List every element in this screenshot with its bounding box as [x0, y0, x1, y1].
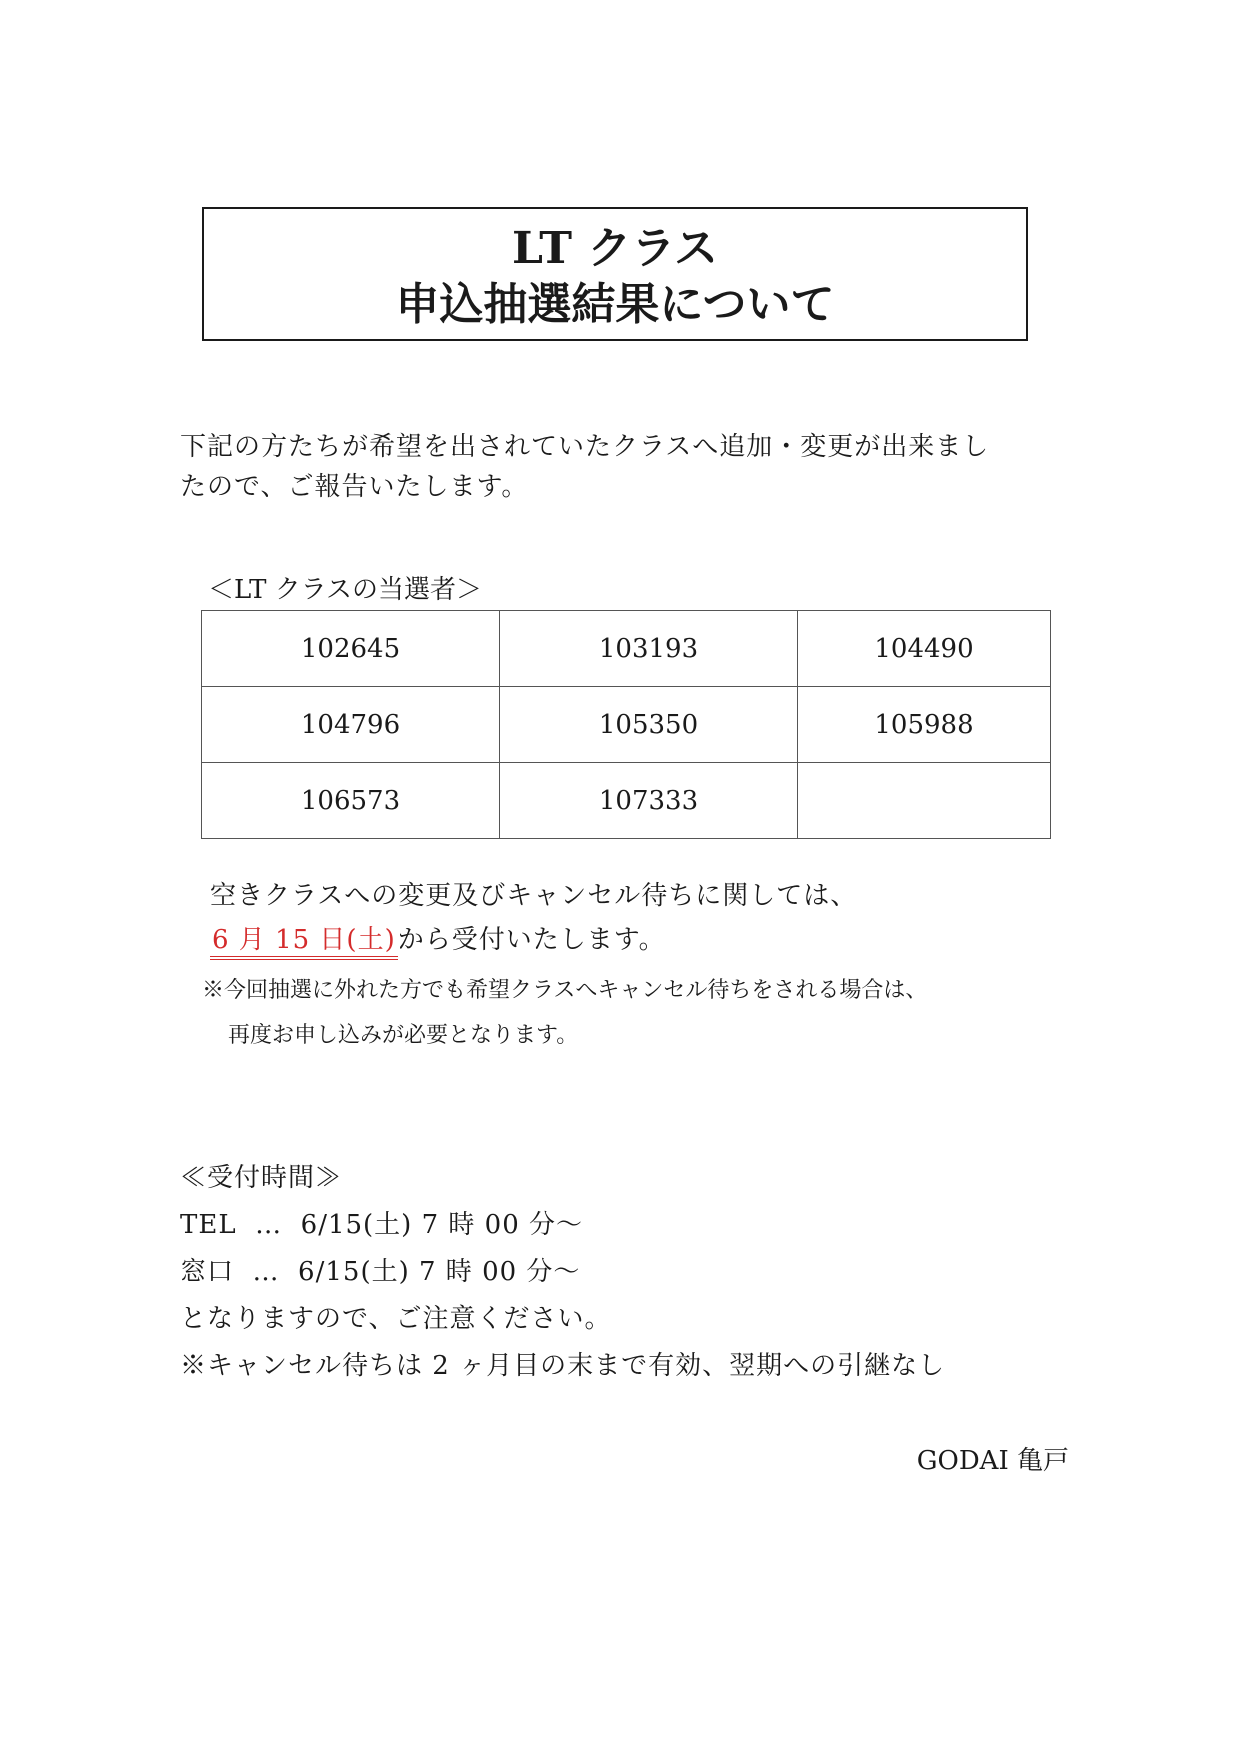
table-row — [202, 687, 1051, 763]
hours-heading: ≪受付時間≫ — [180, 1163, 343, 1193]
hours-caution: となりますので、ご注意ください。 — [180, 1304, 612, 1334]
table-cell: 104490 — [798, 611, 1051, 687]
table-cell: 105988 — [798, 687, 1051, 763]
table-cell: 107333 — [500, 763, 798, 839]
reception-hours — [180, 1155, 945, 1390]
notice-line-2 — [210, 922, 666, 958]
winners-heading: ＜LT クラスの当選者＞ — [208, 575, 482, 605]
notice-line-1: 空きクラスへの変更及びキャンセル待ちに関しては、 — [210, 881, 858, 911]
intro-line-1: 下記の方たちが希望を出されていたクラスへ追加・変更が出来まし — [180, 432, 990, 462]
intro-line-2: たので、ご報告いたします。 — [180, 472, 529, 502]
table-cell: 104796 — [202, 687, 500, 763]
intro-paragraph — [180, 427, 1080, 507]
title-box — [202, 207, 1028, 341]
winners-table — [201, 610, 1051, 839]
hours-window: 窓口 … 6/15(土) 7 時 00 分～ — [180, 1257, 581, 1287]
cancel-note: ※キャンセル待ちは 2 ヶ月目の末まで有効、翌期への引継なし — [180, 1351, 946, 1381]
table-cell: 102645 — [202, 611, 500, 687]
start-date-highlight: 6 月 15 日(土) — [210, 925, 398, 960]
title-line-1: LT クラス — [511, 223, 719, 274]
title-line-2: 申込抽選結果について — [395, 279, 835, 330]
table-cell: 105350 — [500, 687, 798, 763]
notice-line-2-rest: から受付いたします。 — [397, 925, 666, 955]
table-row — [202, 611, 1051, 687]
footer-gym-name: GODAI 亀戸 — [916, 1446, 1069, 1476]
hours-tel: TEL … 6/15(土) 7 時 00 分～ — [180, 1210, 584, 1240]
table-row — [202, 763, 1051, 839]
table-cell-empty — [798, 763, 1051, 839]
table-cell: 103193 — [500, 611, 798, 687]
note-line-1: ※今回抽選に外れた方でも希望クラスへキャンセル待ちをされる場合は、 — [202, 978, 928, 1003]
note-line-2: 再度お申し込みが必要となります。 — [228, 1023, 579, 1048]
table-cell: 106573 — [202, 763, 500, 839]
